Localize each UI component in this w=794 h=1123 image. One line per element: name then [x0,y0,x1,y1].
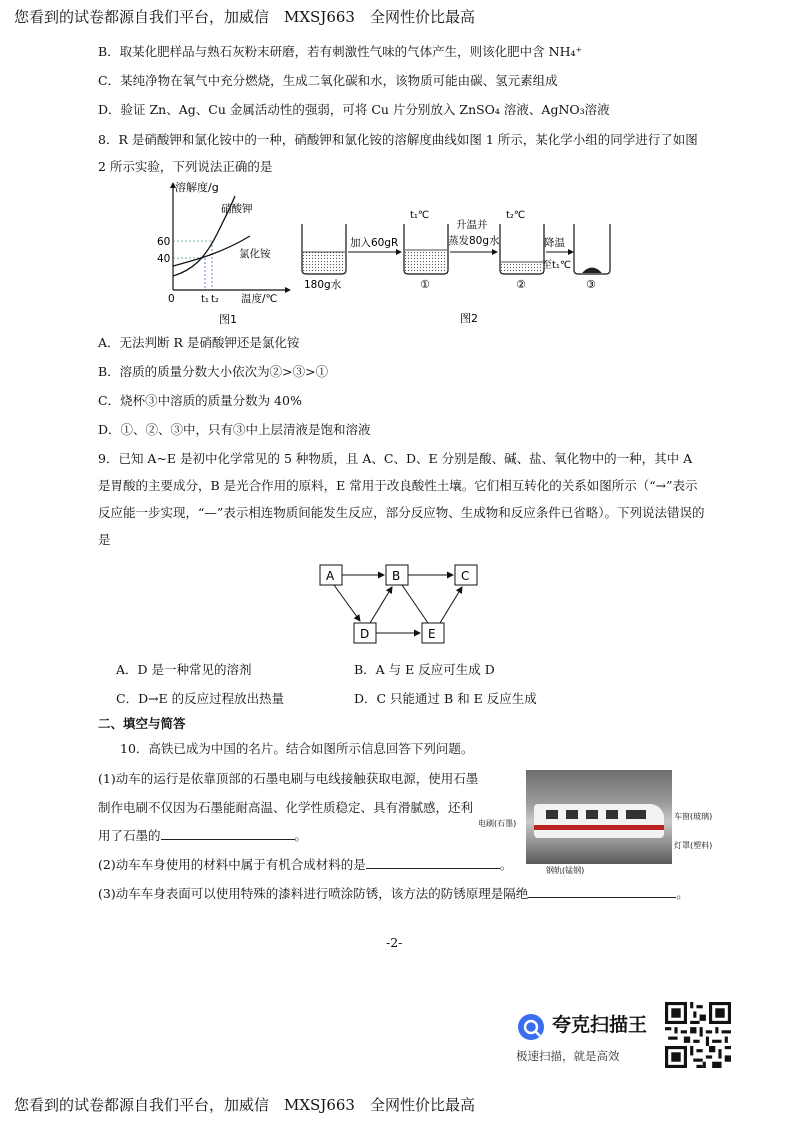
banner-bottom: 您看到的试卷都源自我们平台，加威信 MXSJ663 全网性价比最高 [14,1096,475,1114]
train-stripe [534,825,664,830]
train-photo [526,770,672,864]
figure1-solubility-chart [157,178,305,328]
page-number: -2- [386,935,403,950]
node-d: D [360,627,370,641]
beaker-2 [500,224,544,274]
node-e: E [428,627,436,641]
fig1-label-kno3: 硝酸钾 [221,203,253,215]
beaker-3 [574,224,610,274]
q10-part3 [98,884,689,902]
q10-part1-text: 用了石墨的 [98,828,161,843]
train-window [626,810,646,819]
step2-label-a: 升温并 [456,219,488,231]
fig1-tick-t2: t₂ [211,294,219,305]
beaker-1 [404,224,448,274]
step1-label: 加入60gR [350,237,399,249]
fig1-tick-60: 60 [157,236,171,248]
q9-relation-diagram [312,560,492,652]
q9-option-a: A．D 是一种常见的溶剂 [116,662,252,677]
label-window: 车窗(玻璃) [674,812,713,821]
q7-option-b: B．取某化肥样品与熟石灰粉末研磨，若有刺激性气味的气体产生，则该化肥中含 NH₄⁺ [98,44,583,59]
fig1-label-nh4cl: 氯化铵 [239,248,271,260]
figure2-experiment-diagram [296,206,616,328]
beaker1-number: ① [420,278,430,291]
q8-option-c: C．烧杯③中溶质的质量分数为 40% [98,393,302,408]
q8-option-d: D．①、②、③中，只有③中上层清液是饱和溶液 [98,422,371,437]
q9-option-d: D．C 只能通过 B 和 E 反应生成 [354,691,537,706]
train-window [566,810,578,819]
section-heading: 二、填空与简答 [98,716,186,731]
scanner-logo-icon [516,1012,546,1042]
fig2-caption: 图2 [460,312,478,325]
label-brush: 电刷(石墨) [478,819,517,828]
q10-part3-end: 。 [676,886,689,901]
node-a: A [326,569,335,583]
node-c: C [461,569,470,583]
q10-part1-end: 。 [294,828,308,843]
fig1-ylabel: 溶解度/g [175,181,219,194]
beaker-0 [302,224,346,274]
beaker1-temp: t₁℃ [410,210,430,221]
q10-part3-text: (3)动车车身表面可以使用特殊的漆料进行喷涂防锈，该方法的防锈原理是隔绝 [98,886,529,901]
beaker0-label: 180g水 [304,279,342,291]
beaker2-temp: t₂℃ [506,210,526,221]
step3-label-a: 降温 [544,237,565,249]
fig1-tick-t1: t₁ [201,294,209,305]
q10-part1-line1: (1)动车的运行是依靠顶部的石墨电刷与电线接触获取电源，使用石墨 [98,771,479,786]
fig1-caption: 图1 [219,313,237,326]
q7-option-d: D．验证 Zn、Ag、Cu 金属活动性的强弱，可将 Cu 片分别放入 ZnSO₄ 溶液、AgNO₃溶液 [98,102,610,117]
q7-option-c: C．某纯净物在氧气中充分燃烧，生成二氧化碳和水，该物质可能由碳、氢元素组成 [98,73,558,88]
q9-stem: 9．已知 A~E 是初中化学常见的 5 种物质，且 A、C、D、E 分别是酸、碱、盐、氧化物中的一种，其中 A 是胃酸的主要成分，B 是光合作用的原料，E 常用于改良酸性土壤。它们相互转化的关系如图所示（“→”表示反应能一步实现，“—”表示相连物质间能发生反应，部分反应物、生成物和反应条件已省略）。下列说法错误的是 [98,451,705,547]
banner-top: 您看到的试卷都源自我们平台，加威信 MXSJ663 全网性价比最高 [14,8,475,26]
q10-part2-end: 。 [499,857,513,872]
answer-blank-2[interactable] [366,856,500,869]
label-lamp: 灯罩(塑料) [674,841,713,850]
label-rail: 钢轨(锰钢) [546,866,585,875]
beaker3-number: ③ [586,278,596,291]
q9-option-b: B．A 与 E 反应可生成 D [354,662,495,677]
node-b: B [392,569,401,583]
beaker2-number: ② [516,278,526,291]
q10-part2-text: (2)动车车身使用的材料中属于有机合成材料的是 [98,857,366,872]
answer-blank-1[interactable] [161,827,295,840]
fig1-origin: 0 [168,293,175,305]
q9-option-c: C．D→E 的反应过程放出热量 [116,691,285,706]
q8-option-a: A．无法判断 R 是硝酸钾还是氯化铵 [98,335,300,350]
q8-option-b: B．溶质的质量分数大小依次为②>③>① [98,364,329,379]
train-window [606,810,618,819]
step3-label-b: 至t₁℃ [542,260,572,271]
qr-code-icon [665,1002,731,1068]
scanner-slogan: 极速扫描，就是高效 [516,1049,620,1063]
q10-stem: 10．高铁已成为中国的名片。结合如图所示信息回答下列问题。 [120,741,474,756]
q10-part2 [98,855,512,873]
train-window [586,810,598,819]
scanner-name: 夸克扫描王 [552,1014,648,1036]
answer-blank-3[interactable] [528,885,676,898]
q8-stem: 8．R 是硝酸钾和氯化铵中的一种，硝酸钾和氯化铵的溶解度曲线如图 1 所示，某化学小组的同学进行了如图 2 所示实验，下列说法正确的是 [98,132,698,174]
q10-part1-line2: 制作电刷不仅因为石墨能耐高温、化学性质稳定、具有滑腻感，还利 [98,800,474,815]
train-window [546,810,558,819]
step2-label-b: 蒸发80g水 [448,235,500,247]
fig1-tick-40: 40 [157,253,171,265]
q10-part1-line3 [98,826,307,844]
fig1-xlabel: 温度/℃ [241,293,278,305]
